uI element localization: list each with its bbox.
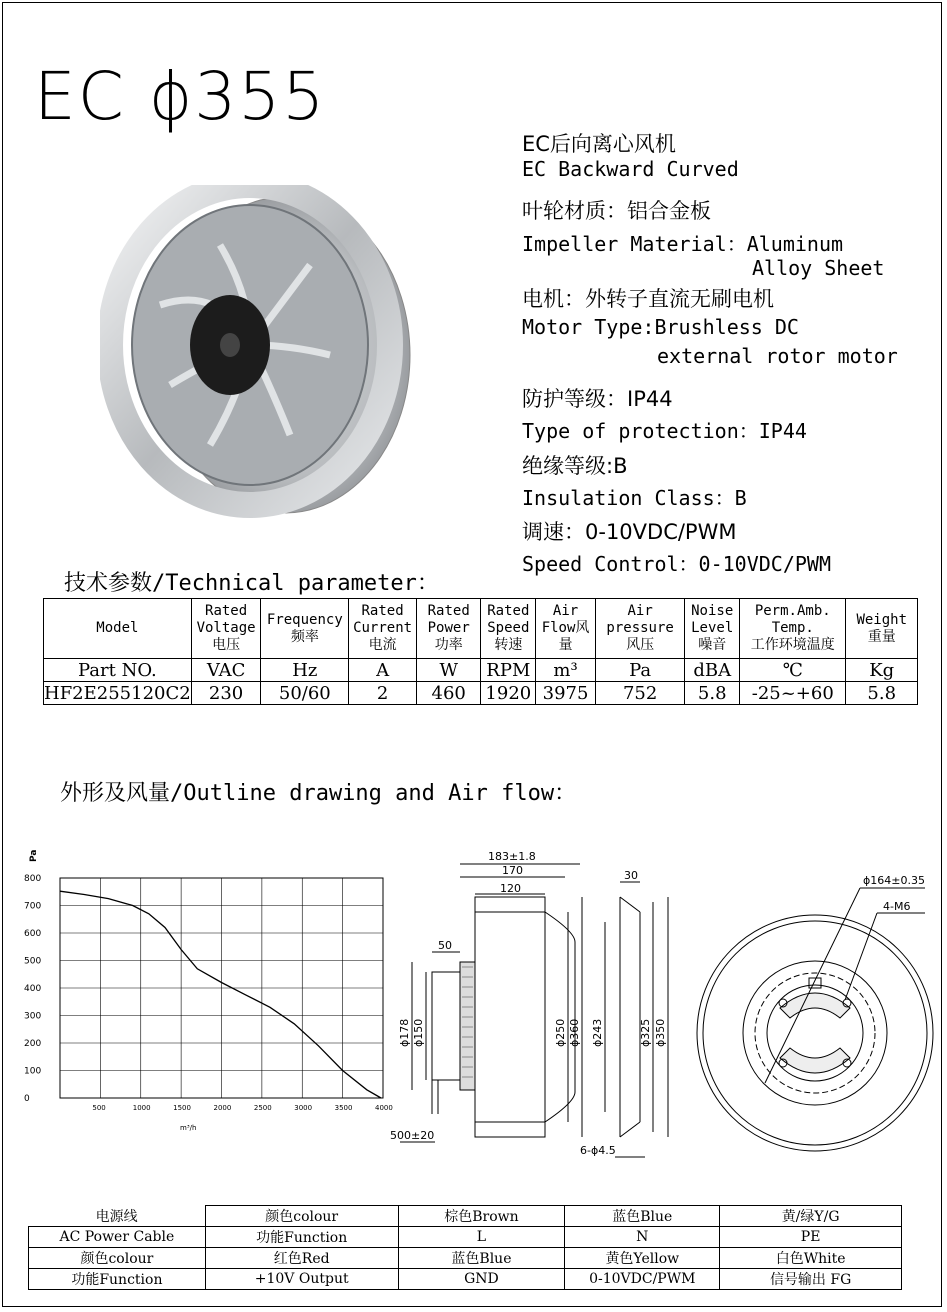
- y-tick-labels: [24, 874, 41, 1104]
- unit-cell: dBA: [685, 659, 740, 682]
- unit-cell: m³: [536, 659, 596, 682]
- cable-row: [29, 1206, 902, 1227]
- dim-150: ϕ150: [412, 1018, 425, 1047]
- value-cell: 752: [595, 682, 684, 705]
- dim-50: 50: [438, 939, 452, 952]
- y-tick-label: 500: [24, 956, 42, 967]
- value-cell: 3975: [536, 682, 596, 705]
- insulation-zh: 绝缘等级:B: [522, 454, 628, 478]
- unit-cell: RPM: [481, 659, 536, 682]
- unit-cell: VAC: [191, 659, 261, 682]
- dim-183: 183±1.8: [488, 850, 536, 863]
- x-tick-label: 1000: [132, 1104, 151, 1112]
- cable-cell: 蓝色Blue: [565, 1206, 720, 1227]
- cable-cell: 白色White: [720, 1248, 902, 1269]
- value-cell: 460: [416, 682, 480, 705]
- motor-type-en: Motor Type:Brushless DC: [522, 315, 799, 339]
- dim-500: 500±20: [390, 1129, 435, 1142]
- technical-parameter-table: [43, 598, 918, 705]
- y-tick-label: 400: [24, 984, 42, 994]
- value-cell: 1920: [481, 682, 536, 705]
- value-cell: 5.8: [846, 682, 918, 705]
- x-tick-label: 1500: [173, 1104, 191, 1112]
- header-power: Rated Power 功率: [416, 599, 480, 659]
- header-frequency: Frequency 频率: [261, 599, 349, 659]
- cable-cell: AC Power Cable: [29, 1227, 206, 1248]
- cable-cell: L: [398, 1227, 565, 1248]
- cable-cell: 功能Function: [205, 1227, 398, 1248]
- side-view-drawing: [390, 842, 700, 1167]
- cable-row: [29, 1248, 902, 1269]
- units-row: [44, 659, 918, 682]
- header-voltage: Rated Voltage 电压: [191, 599, 261, 659]
- cable-cell: 颜色colour: [29, 1248, 206, 1269]
- dim-170: 170: [502, 864, 523, 877]
- dim-164: ϕ164±0.35: [863, 874, 925, 887]
- header-noise: Noise Level 噪音: [685, 599, 740, 659]
- speed-control-zh: 调速：0-10VDC/PWM: [522, 520, 737, 544]
- fan-image: [100, 185, 420, 520]
- air-flow-chart: [18, 840, 398, 1140]
- value-cell: 50/60: [261, 682, 349, 705]
- value-cell: -25~+60: [740, 682, 846, 705]
- cable-table: [28, 1205, 902, 1290]
- dim-250: ϕ250: [554, 1018, 567, 1047]
- header-model: Model: [44, 599, 192, 659]
- cable-row: [29, 1227, 902, 1248]
- unit-cell: Part NO.: [44, 659, 192, 682]
- header-current: Rated Current 电流: [349, 599, 417, 659]
- speed-control-en: Speed Control：0-10VDC/PWM: [522, 552, 831, 576]
- dim-30: 30: [624, 869, 638, 882]
- x-tick-label: 2500: [253, 1104, 272, 1112]
- cable-cell: 红色Red: [205, 1248, 398, 1269]
- x-tick-label: 2000: [213, 1104, 232, 1112]
- unit-cell: W: [416, 659, 480, 682]
- cable-cell: +10V Output: [205, 1269, 398, 1290]
- impeller-material-en: Impeller Material：Aluminum: [522, 232, 844, 256]
- x-tick-label: 4000: [375, 1104, 393, 1112]
- chart-grid: [60, 878, 383, 1098]
- cable-cell: 黄/绿Y/G: [720, 1206, 902, 1227]
- y-tick-label: 800: [24, 874, 42, 884]
- cable-cell: PE: [720, 1227, 902, 1248]
- value-cell: 5.8: [685, 682, 740, 705]
- dim-350: ϕ350: [654, 1018, 667, 1047]
- cable-cell: 电源线: [95, 1208, 138, 1225]
- header-temp: Perm.Amb. Temp. 工作环境温度: [740, 599, 846, 659]
- product-title: EC ϕ355: [34, 58, 327, 135]
- dim-178: ϕ178: [398, 1018, 411, 1047]
- fan-type-en: EC Backward Curved: [522, 157, 739, 181]
- x-tick-labels: [92, 1104, 392, 1112]
- cable-cell: 黄色Yellow: [565, 1248, 720, 1269]
- y-tick-label: 300: [24, 1011, 42, 1022]
- dim-360: ϕ360: [568, 1018, 581, 1047]
- y-tick-label: 100: [24, 1066, 42, 1077]
- dim-243: ϕ243: [591, 1018, 604, 1047]
- header-speed: Rated Speed 转速: [481, 599, 536, 659]
- x-axis-label: m³/h: [180, 1124, 197, 1132]
- dim-m6: 4-M6: [883, 900, 911, 913]
- protection-zh: 防护等级：IP44: [522, 387, 673, 411]
- y-tick-label: 700: [24, 901, 42, 912]
- unit-cell: ℃: [740, 659, 846, 682]
- unit-cell: Hz: [261, 659, 349, 682]
- cable-cell: 颜色colour: [205, 1206, 398, 1227]
- cable-row: [29, 1269, 902, 1290]
- cable-cell: 功能Function: [29, 1269, 206, 1290]
- motor-type-zh: 电机：外转子直流无刷电机: [522, 287, 774, 311]
- value-cell: 230: [191, 682, 261, 705]
- x-tick-label: 3500: [334, 1104, 353, 1112]
- cable-cell: 蓝色Blue: [398, 1248, 565, 1269]
- front-view-drawing: [695, 868, 935, 1158]
- unit-cell: Kg: [846, 659, 918, 682]
- dim-120: 120: [500, 882, 521, 895]
- fan-type-zh: EC后向离心风机: [522, 132, 676, 156]
- y-axis-label: Pa: [29, 849, 39, 862]
- cable-cell: GND: [398, 1269, 565, 1290]
- value-cell: HF2E255120C2: [44, 682, 191, 704]
- cable-cell: N: [565, 1227, 720, 1248]
- header-air-flow: Air Flow风 量: [536, 599, 596, 659]
- cable-cell: 信号输出 FG: [720, 1269, 902, 1290]
- protection-en: Type of protection：IP44: [522, 419, 807, 443]
- dim-325: ϕ325: [639, 1018, 652, 1047]
- value-cell: 2: [349, 682, 417, 705]
- cable-cell: 0-10VDC/PWM: [565, 1269, 720, 1290]
- outline-title: 外形及风量/Outline drawing and Air flow：: [60, 781, 577, 806]
- impeller-material-en-2: Alloy Sheet: [752, 256, 885, 280]
- y-tick-label: 600: [24, 929, 42, 939]
- performance-curve: [60, 891, 381, 1098]
- header-row: [44, 599, 918, 659]
- y-tick-label: 0: [24, 1094, 30, 1104]
- motor-type-en-2: external rotor motor: [657, 344, 898, 368]
- header-weight: Weight 重量: [846, 599, 918, 659]
- values-row: [44, 682, 918, 705]
- unit-cell: Pa: [595, 659, 684, 682]
- dim-holes: 6-ϕ4.5: [580, 1144, 616, 1157]
- insulation-en: Insulation Class：B: [522, 486, 747, 510]
- x-tick-label: 3000: [294, 1104, 313, 1112]
- x-tick-label: 500: [92, 1104, 106, 1112]
- impeller-material-zh: 叶轮材质：铝合金板: [522, 199, 711, 223]
- y-tick-label: 200: [24, 1039, 42, 1049]
- technical-parameter-title: 技术参数/Technical parameter：: [64, 571, 439, 596]
- header-air-pressure: Air pressure 风压: [595, 599, 684, 659]
- unit-cell: A: [349, 659, 417, 682]
- cable-cell: 棕色Brown: [398, 1206, 565, 1227]
